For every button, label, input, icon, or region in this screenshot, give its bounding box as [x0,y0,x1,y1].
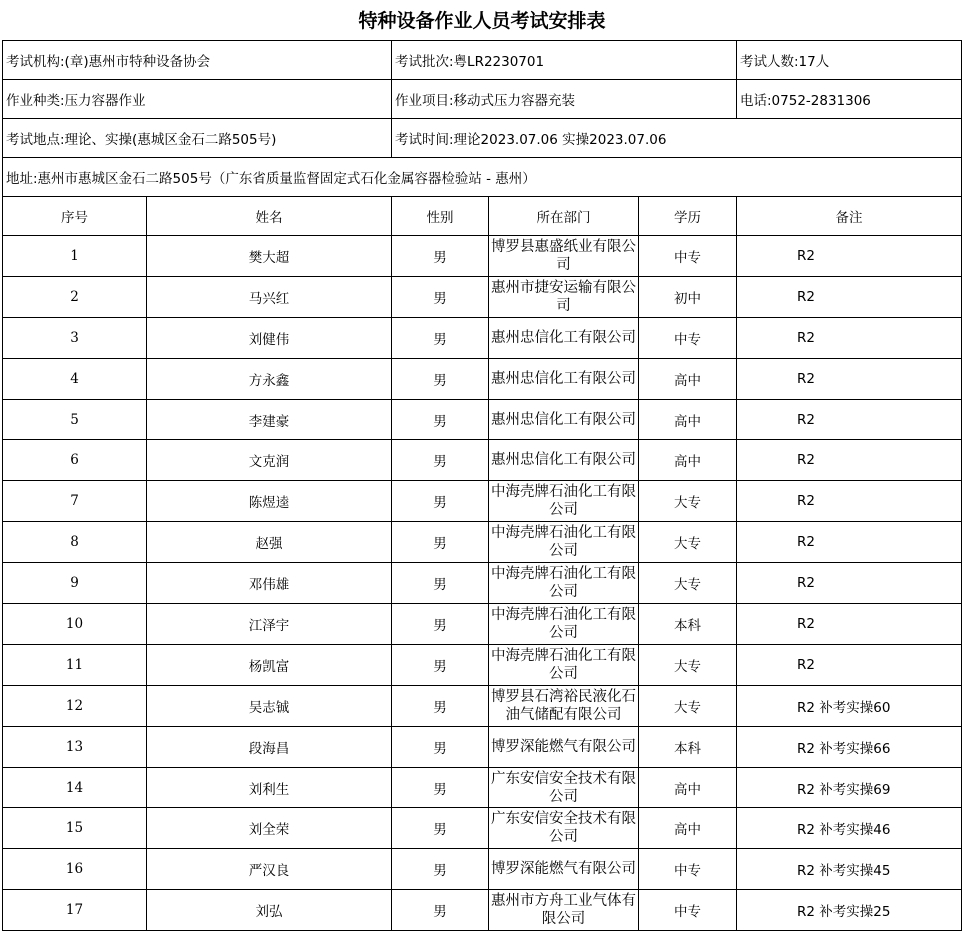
header-row [3,197,962,236]
cell-name: 江泽宇 [147,604,392,645]
work-category: 作业种类:压力容器作业 [3,80,392,119]
cell-name: 杨凯富 [147,644,392,685]
info-row-4 [3,158,962,197]
table-row [3,440,962,481]
cell-dept: 惠州市捷安运输有限公司 [489,276,639,317]
header-name: 姓名 [147,197,392,236]
table-row [3,276,962,317]
table-row [3,849,962,890]
cell-sex: 男 [392,604,489,645]
header-dept: 所在部门 [489,197,639,236]
cell-sex: 男 [392,276,489,317]
cell-name: 樊大超 [147,236,392,277]
cell-no: 5 [3,399,147,440]
cell-no: 6 [3,440,147,481]
cell-edu: 大专 [639,563,737,604]
cell-name: 邓伟雄 [147,563,392,604]
table-row [3,481,962,522]
cell-name: 刘全荣 [147,808,392,849]
cell-dept: 中海壳牌石油化工有限公司 [489,522,639,563]
table-row [3,563,962,604]
cell-edu: 中专 [639,236,737,277]
table-row [3,317,962,358]
cell-dept: 博罗深能燃气有限公司 [489,726,639,767]
cell-edu: 大专 [639,685,737,726]
cell-edu: 高中 [639,399,737,440]
cell-note: R2 补考实操60 [737,685,962,726]
cell-no: 7 [3,481,147,522]
cell-edu: 高中 [639,808,737,849]
page-title: 特种设备作业人员考试安排表 [358,10,606,32]
cell-note: R2 [737,644,962,685]
cell-sex: 男 [392,399,489,440]
table-row [3,767,962,808]
cell-sex: 男 [392,685,489,726]
cell-note: R2 [737,358,962,399]
header-edu: 学历 [639,197,737,236]
cell-note: R2 补考实操66 [737,726,962,767]
cell-no: 13 [3,726,147,767]
table-row [3,890,962,931]
cell-no: 4 [3,358,147,399]
cell-no: 9 [3,563,147,604]
cell-sex: 男 [392,236,489,277]
cell-sex: 男 [392,849,489,890]
cell-dept: 中海壳牌石油化工有限公司 [489,563,639,604]
cell-no: 2 [3,276,147,317]
info-row-2 [3,80,962,119]
cell-note: R2 [737,440,962,481]
exam-place: 考试地点:理论、实操(惠城区金石二路505号) [3,119,392,158]
cell-note: R2 补考实操25 [737,890,962,931]
cell-sex: 男 [392,767,489,808]
cell-no: 11 [3,644,147,685]
info-row-1 [3,41,962,80]
cell-note: R2 [737,276,962,317]
cell-edu: 大专 [639,644,737,685]
cell-sex: 男 [392,563,489,604]
cell-edu: 大专 [639,481,737,522]
table-row [3,358,962,399]
exam-org: 考试机构:(章)惠州市特种设备协会 [3,41,392,80]
cell-name: 陈煜逵 [147,481,392,522]
cell-note: R2 [737,563,962,604]
table-row [3,644,962,685]
table-row [3,236,962,277]
cell-name: 吴志铖 [147,685,392,726]
cell-edu: 中专 [639,890,737,931]
cell-no: 16 [3,849,147,890]
table-row [3,726,962,767]
cell-note: R2 [737,604,962,645]
cell-no: 8 [3,522,147,563]
table-row [3,522,962,563]
cell-dept: 中海壳牌石油化工有限公司 [489,644,639,685]
exam-time: 考试时间:理论2023.07.06 实操2023.07.06 [392,119,962,158]
header-note: 备注 [737,197,962,236]
cell-sex: 男 [392,890,489,931]
cell-name: 刘利生 [147,767,392,808]
info-row-3 [3,119,962,158]
cell-edu: 本科 [639,726,737,767]
cell-name: 刘健伟 [147,317,392,358]
cell-dept: 博罗深能燃气有限公司 [489,849,639,890]
cell-note: R2 补考实操46 [737,808,962,849]
cell-edu: 本科 [639,604,737,645]
cell-note: R2 补考实操69 [737,767,962,808]
cell-sex: 男 [392,808,489,849]
cell-no: 10 [3,604,147,645]
cell-name: 段海昌 [147,726,392,767]
cell-no: 17 [3,890,147,931]
cell-name: 马兴红 [147,276,392,317]
cell-sex: 男 [392,644,489,685]
cell-note: R2 [737,481,962,522]
cell-sex: 男 [392,440,489,481]
table-row [3,808,962,849]
phone: 电话:0752-2831306 [737,80,962,119]
header-sex: 性别 [392,197,489,236]
cell-edu: 中专 [639,849,737,890]
cell-name: 刘弘 [147,890,392,931]
cell-note: R2 补考实操45 [737,849,962,890]
cell-name: 赵强 [147,522,392,563]
cell-edu: 高中 [639,767,737,808]
cell-dept: 惠州忠信化工有限公司 [489,358,639,399]
cell-note: R2 [737,399,962,440]
cell-no: 15 [3,808,147,849]
cell-dept: 中海壳牌石油化工有限公司 [489,604,639,645]
cell-dept: 惠州忠信化工有限公司 [489,317,639,358]
cell-name: 文克润 [147,440,392,481]
cell-dept: 博罗县惠盛纸业有限公司 [489,236,639,277]
cell-edu: 中专 [639,317,737,358]
table-row [3,399,962,440]
cell-sex: 男 [392,358,489,399]
cell-sex: 男 [392,481,489,522]
exam-batch: 考试批次:粤LR2230701 [392,41,737,80]
cell-sex: 男 [392,522,489,563]
cell-edu: 高中 [639,440,737,481]
work-project: 作业项目:移动式压力容器充装 [392,80,737,119]
cell-dept: 惠州市方舟工业气体有限公司 [489,890,639,931]
cell-dept: 广东安信安全技术有限公司 [489,808,639,849]
exam-schedule-table [2,40,962,931]
header-no: 序号 [3,197,147,236]
cell-name: 李建豪 [147,399,392,440]
cell-dept: 中海壳牌石油化工有限公司 [489,481,639,522]
cell-note: R2 [737,522,962,563]
cell-sex: 男 [392,317,489,358]
cell-dept: 惠州忠信化工有限公司 [489,399,639,440]
cell-no: 14 [3,767,147,808]
cell-note: R2 [737,236,962,277]
cell-dept: 广东安信安全技术有限公司 [489,767,639,808]
cell-no: 1 [3,236,147,277]
cell-note: R2 [737,317,962,358]
table-row [3,685,962,726]
address: 地址:惠州市惠城区金石二路505号（广东省质量监督固定式石化金属容器检验站 - 惠州） [3,158,962,197]
cell-edu: 大专 [639,522,737,563]
cell-edu: 高中 [639,358,737,399]
cell-sex: 男 [392,726,489,767]
cell-dept: 惠州忠信化工有限公司 [489,440,639,481]
cell-name: 严汉良 [147,849,392,890]
table-row [3,604,962,645]
cell-edu: 初中 [639,276,737,317]
cell-dept: 博罗县石湾裕民液化石油气储配有限公司 [489,685,639,726]
cell-name: 方永鑫 [147,358,392,399]
cell-no: 12 [3,685,147,726]
exam-count: 考试人数:17人 [737,41,962,80]
cell-no: 3 [3,317,147,358]
